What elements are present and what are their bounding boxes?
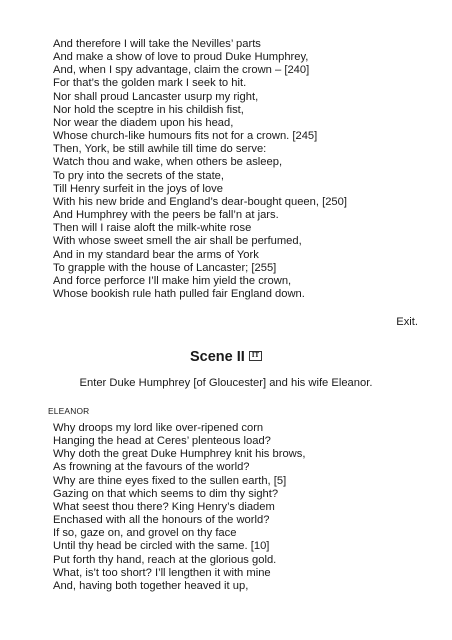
verse-passage-eleanor — [53, 422, 433, 593]
verse-line: With his new bride and England’s dear-bought queen, [250] — [53, 195, 347, 208]
verse-line: Nor shall proud Lancaster usurp my right, — [53, 90, 259, 103]
verse-line: And, having both together heaved it up, — [53, 579, 249, 592]
translation-badge-icon[interactable]: IT — [249, 351, 262, 361]
verse-line: For that’s the golden mark I seek to hit. — [53, 77, 247, 90]
stage-direction-enter: Enter Duke Humphrey [of Gloucester] and his wife Eleanor. — [79, 377, 373, 389]
verse-line: What, is’t too short? I’ll lengthen it with mine — [53, 566, 271, 579]
verse-line: Then, York, be still awhile till time do serve: — [53, 143, 267, 156]
scene-heading — [0, 349, 452, 365]
verse-line: Why are thine eyes fixed to the sullen earth, [5] — [53, 474, 287, 487]
verse-line: Till Henry surfeit in the joys of love — [53, 182, 223, 195]
scene-title: Scene II — [189, 349, 245, 365]
verse-line: Why doth the great Duke Humphrey knit his brows, — [53, 448, 306, 461]
verse-line: Whose church-like humours fits not for a crown. [245] — [53, 130, 318, 143]
verse-line: Until thy head be circled with the same. [10] — [53, 540, 270, 553]
verse-line: If so, gaze on, and grovel on thy face — [53, 527, 237, 540]
verse-line: Nor hold the sceptre in his childish fist, — [53, 103, 244, 116]
verse-line: Hanging the head at Ceres’ plenteous load? — [53, 435, 271, 448]
verse-line: Enchased with all the honours of the world? — [53, 514, 270, 527]
verse-line: And, when I spy advantage, claim the crown – [240] — [53, 64, 310, 77]
verse-line: And therefore I will take the Nevilles’ parts — [53, 38, 261, 50]
speaker-name: ELEANOR — [48, 406, 90, 416]
verse-line: Whose bookish rule hath pulled fair England down. — [53, 287, 305, 300]
verse-line: Gazing on that which seems to dim thy sight? — [53, 487, 279, 500]
verse-line: Watch thou and wake, when others be asleep, — [53, 156, 283, 169]
verse-line: Then will I raise aloft the milk-white rose — [53, 222, 252, 235]
verse-passage-york — [53, 38, 433, 301]
verse-line: To pry into the secrets of the state, — [53, 169, 225, 182]
verse-line: And in my standard bear the arms of York — [53, 248, 259, 261]
verse-line: What seest thou there? King Henry’s diadem — [53, 500, 275, 513]
verse-line: Put forth thy hand, reach at the glorious gold. — [53, 553, 277, 566]
verse-line: To grapple with the house of Lancaster; [255] — [53, 261, 277, 274]
verse-line: And Humphrey with the peers be fall’n at jars. — [53, 209, 279, 222]
verse-line: With whose sweet smell the air shall be perfumed, — [53, 235, 302, 248]
stage-direction-exit: Exit. — [396, 316, 418, 328]
verse-line: Why droops my lord like over-ripened corn — [53, 422, 264, 434]
verse-line: Nor wear the diadem upon his head, — [53, 116, 234, 129]
verse-line: As frowning at the favours of the world? — [53, 461, 250, 474]
verse-line: And make a show of love to proud Duke Humphrey, — [53, 51, 309, 64]
verse-line: And force perforce I’ll make him yield the crown, — [53, 274, 292, 287]
